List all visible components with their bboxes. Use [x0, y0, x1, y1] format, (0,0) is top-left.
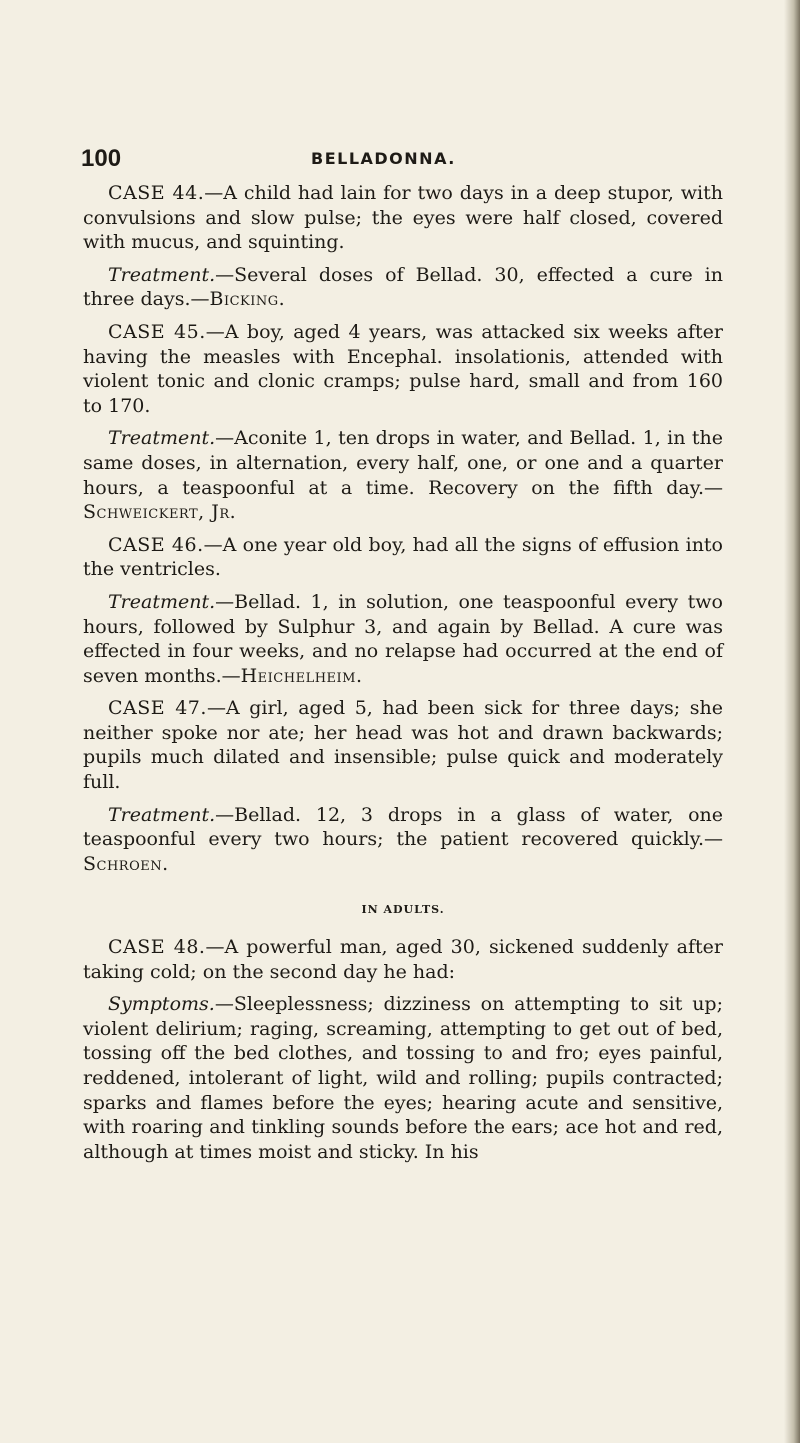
case-47-paragraph	[83, 696, 723, 794]
author-name: Schweickert, Jr.	[83, 501, 237, 524]
page-edge-shadow	[784, 0, 800, 1443]
case-text: —A child had lain for two days in a deep stupor, with convulsions and slow pulse; the eyes were half closed, covered with mucus, and squinting.	[83, 182, 723, 254]
case-text: —A powerful man, aged 30, sickened suddenly after taking cold; on the second day he had:	[83, 936, 723, 983]
case-48-symptoms	[83, 992, 723, 1164]
case-text: —A girl, aged 5, had been sick for three days; she neither spoke nor ate; her head was hot and drawn backwards; pupils much dilated and insensible; pulse quick and moderately full.	[83, 697, 724, 794]
page-number: 100	[81, 145, 122, 172]
symptoms-text: —Sleeplessness; dizziness on attempting to sit up; violent delirium; raging, screaming, attempting to get out of bed, tossing off the bed clothes, and tossing to and fro; eyes painful, reddened, intolerant of light, wild and rolling; pupils contracted; sparks and flames before the eyes; hearing acute and sensitive, with roaring and tinkling sounds before the ears; ace hot and red, although at times moist and sticky. In his	[83, 993, 723, 1163]
running-head: BELLADONNA.	[311, 149, 456, 168]
body-text	[83, 181, 723, 1172]
case-44-treatment	[83, 263, 723, 312]
case-text: —A boy, aged 4 years, was attacked six weeks after having the measles with Encephal. insolationis, attended with violent tonic and clonic cramps; pulse hard, small and from 160 to 170.	[83, 320, 723, 417]
case-text: —A one year old boy, had all the signs of effusion into the ventricles.	[83, 533, 723, 581]
case-48-paragraph	[83, 935, 723, 984]
treatment-label: Treatment.	[108, 803, 216, 826]
case-label: CASE 47.	[108, 697, 207, 720]
treatment-label: Treatment.	[108, 590, 216, 613]
author-name: Heichelheim.	[240, 664, 363, 687]
treatment-text: —Bellad. 1, in solution, one teaspoonful every two hours, followed by Sulphur 3, and again by Bellad. A cure was effected in four weeks, and no relapse had occurred at the end of seven months.—	[83, 590, 723, 687]
treatment-text: —Bellad. 12, 3 drops in a glass of water, one teaspoonful every two hours; the patient recovered quickly.—	[83, 803, 723, 851]
treatment-label: Treatment.	[108, 263, 216, 286]
case-46-paragraph	[83, 533, 723, 582]
case-44-paragraph	[83, 181, 723, 255]
case-46-treatment	[83, 590, 723, 688]
author-name: Schroen.	[83, 852, 169, 875]
author-name: Bicking.	[209, 288, 286, 311]
section-heading: IN ADULTS.	[361, 903, 445, 917]
case-label: CASE 44.	[108, 182, 205, 204]
case-45-treatment	[83, 426, 723, 524]
case-label: CASE 48.	[108, 936, 206, 959]
treatment-label: Treatment.	[108, 427, 216, 450]
symptoms-label: Symptoms.	[108, 993, 215, 1016]
case-label: CASE 46.	[108, 533, 204, 556]
treatment-text: —Aconite 1, ten drops in water, and Bellad. 1, in the same doses, in alternation, every half, one, or one and a quarter hours, a teaspoonful at a time. Recovery on the fifth day.—	[83, 427, 723, 499]
case-label: CASE 45.	[108, 320, 206, 343]
page-header	[81, 145, 721, 175]
case-45-paragraph	[83, 320, 723, 418]
case-47-treatment	[83, 803, 723, 877]
treatment-text: —Several doses of Bellad. 30, effected a cure in three days.—	[83, 263, 723, 311]
